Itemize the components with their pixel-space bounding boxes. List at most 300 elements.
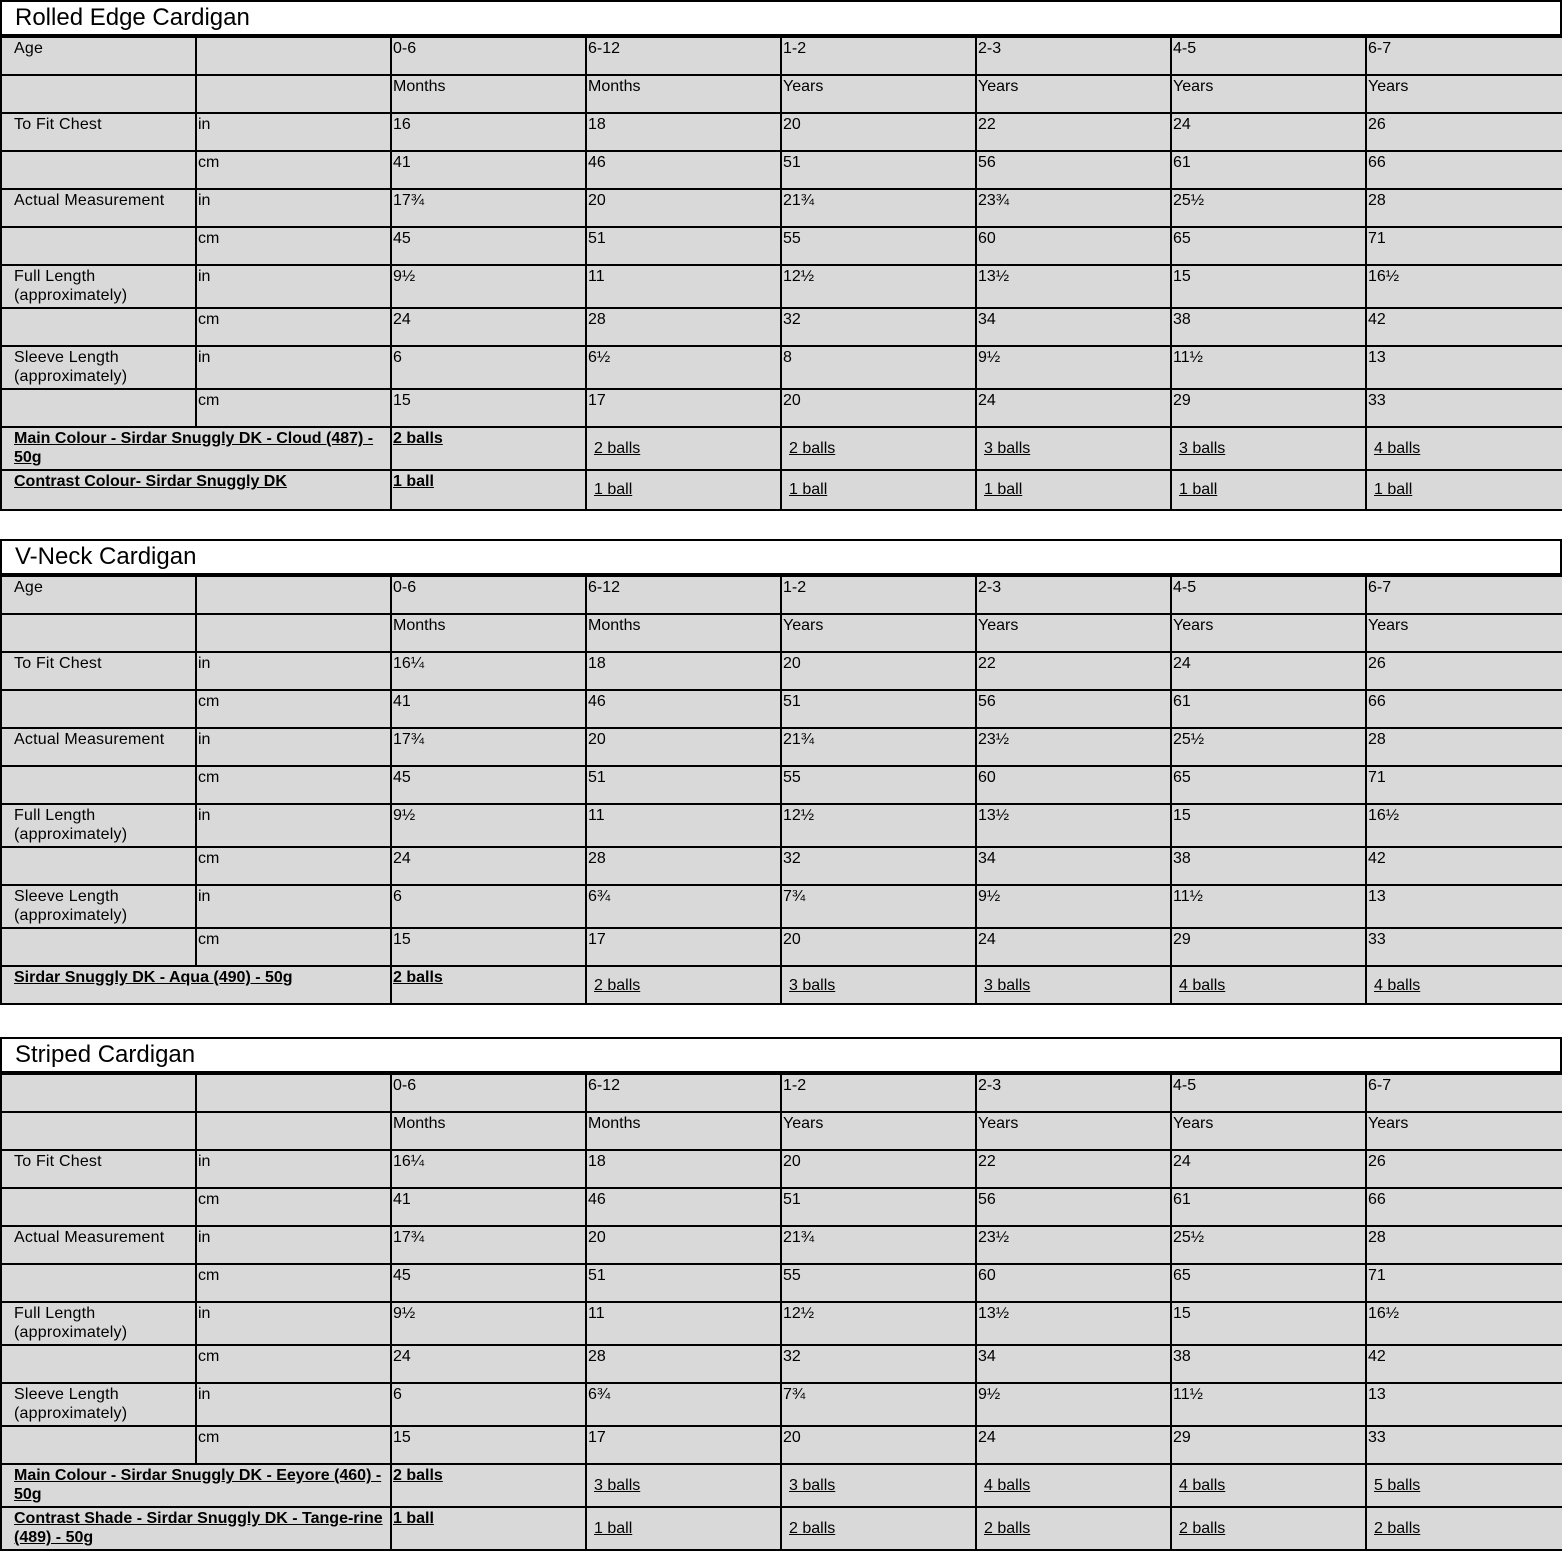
age-unit-cell: Months [586, 1112, 781, 1150]
value-cell: 12½ [781, 265, 976, 308]
value-cell: 66 [1366, 690, 1562, 728]
value-cell: 28 [586, 1345, 781, 1383]
value-cell: 11½ [1171, 885, 1366, 928]
age-unit-row [1, 1112, 1562, 1150]
value-cell: 38 [1171, 308, 1366, 346]
size-table [0, 36, 1562, 511]
value-cell: 45 [391, 1264, 586, 1302]
value-cell: 42 [1366, 847, 1562, 885]
value-cell: 42 [1366, 1345, 1562, 1383]
yarn-quantity-cell: 2 balls [391, 1464, 586, 1507]
row-label: Full Length (approximately) [1, 804, 196, 847]
value-cell: 34 [976, 847, 1171, 885]
value-cell: 16½ [1366, 1302, 1562, 1345]
row-label [1, 308, 196, 346]
value-cell: 24 [1171, 113, 1366, 151]
yarn-quantity-cell: 2 balls [1171, 1507, 1366, 1550]
measurement-row [1, 928, 1562, 966]
value-cell: 38 [1171, 847, 1366, 885]
value-cell: 65 [1171, 766, 1366, 804]
age-unit-cell: Months [391, 1112, 586, 1150]
value-cell: 61 [1171, 1188, 1366, 1226]
unit-cell: cm [196, 1188, 391, 1226]
value-cell: 46 [586, 690, 781, 728]
unit-cell: in [196, 1150, 391, 1188]
value-cell: 71 [1366, 1264, 1562, 1302]
value-cell: 24 [976, 389, 1171, 427]
value-cell: 15 [391, 389, 586, 427]
age-cell: 4-5 [1171, 37, 1366, 75]
row-label: Sleeve Length (approximately) [1, 346, 196, 389]
age-cell: 0-6 [391, 1074, 586, 1112]
yarn-row [1, 1464, 1562, 1507]
measurement-row [1, 1150, 1562, 1188]
row-label [1, 614, 196, 652]
value-cell: 20 [586, 189, 781, 227]
yarn-quantity-cell: 1 ball [586, 1507, 781, 1550]
age-unit-cell: Months [586, 614, 781, 652]
age-unit-cell: Years [1171, 614, 1366, 652]
row-label: To Fit Chest [1, 652, 196, 690]
value-cell: 16¼ [391, 652, 586, 690]
value-cell: 65 [1171, 1264, 1366, 1302]
value-cell: 41 [391, 690, 586, 728]
value-cell: 12½ [781, 804, 976, 847]
measurement-row [1, 189, 1562, 227]
value-cell: 51 [586, 766, 781, 804]
value-cell: 6¾ [586, 1383, 781, 1426]
value-cell: 15 [391, 1426, 586, 1464]
yarn-quantity-cell: 4 balls [1366, 966, 1562, 1004]
value-cell: 21¾ [781, 1226, 976, 1264]
value-cell: 22 [976, 652, 1171, 690]
measurement-row [1, 690, 1562, 728]
value-cell: 71 [1366, 227, 1562, 265]
age-unit-cell: Years [976, 75, 1171, 113]
row-label [1, 151, 196, 189]
value-cell: 45 [391, 766, 586, 804]
unit-cell [196, 576, 391, 614]
value-cell: 56 [976, 151, 1171, 189]
value-cell: 17 [586, 928, 781, 966]
unit-cell: cm [196, 690, 391, 728]
row-label [1, 928, 196, 966]
value-cell: 6 [391, 346, 586, 389]
value-cell: 28 [586, 308, 781, 346]
value-cell: 7¾ [781, 1383, 976, 1426]
measurement-row [1, 389, 1562, 427]
yarn-label: Contrast Colour- Sirdar Snuggly DK [1, 470, 391, 510]
value-cell: 24 [391, 308, 586, 346]
value-cell: 26 [1366, 1150, 1562, 1188]
age-unit-row [1, 75, 1562, 113]
yarn-quantity-cell: 1 ball [1171, 470, 1366, 510]
value-cell: 13 [1366, 346, 1562, 389]
unit-cell: cm [196, 766, 391, 804]
value-cell: 29 [1171, 928, 1366, 966]
age-cell: 6-12 [586, 576, 781, 614]
measurement-row [1, 346, 1562, 389]
value-cell: 9½ [391, 804, 586, 847]
value-cell: 17 [586, 389, 781, 427]
value-cell: 20 [781, 652, 976, 690]
age-unit-cell: Years [1171, 75, 1366, 113]
value-cell: 16½ [1366, 265, 1562, 308]
value-cell: 34 [976, 308, 1171, 346]
age-row [1, 576, 1562, 614]
age-cell: 2-3 [976, 576, 1171, 614]
age-cell: 6-7 [1366, 576, 1562, 614]
value-cell: 13½ [976, 1302, 1171, 1345]
age-row [1, 1074, 1562, 1112]
unit-cell: cm [196, 847, 391, 885]
unit-cell: cm [196, 389, 391, 427]
value-cell: 12½ [781, 1302, 976, 1345]
yarn-quantity-cell: 3 balls [976, 427, 1171, 470]
age-unit-cell: Months [391, 75, 586, 113]
unit-cell [196, 1074, 391, 1112]
cardigan-section [0, 539, 1562, 1005]
value-cell: 51 [781, 1188, 976, 1226]
age-unit-cell: Years [976, 1112, 1171, 1150]
value-cell: 33 [1366, 1426, 1562, 1464]
value-cell: 15 [1171, 804, 1366, 847]
measurement-row [1, 1345, 1562, 1383]
yarn-quantity-cell: 1 ball [781, 470, 976, 510]
unit-cell: cm [196, 227, 391, 265]
yarn-quantity-cell: 1 ball [586, 470, 781, 510]
yarn-quantity-cell: 5 balls [1366, 1464, 1562, 1507]
row-label: Full Length (approximately) [1, 265, 196, 308]
yarn-quantity-cell: 3 balls [781, 1464, 976, 1507]
cardigan-section [0, 0, 1562, 511]
yarn-row [1, 470, 1562, 510]
value-cell: 25½ [1171, 1226, 1366, 1264]
row-label: Actual Measurement [1, 728, 196, 766]
age-cell: 1-2 [781, 576, 976, 614]
value-cell: 11½ [1171, 346, 1366, 389]
yarn-label: Main Colour - Sirdar Snuggly DK - Eeyore (460) - 50g [1, 1464, 391, 1507]
value-cell: 26 [1366, 113, 1562, 151]
yarn-quantity-cell: 4 balls [1366, 427, 1562, 470]
unit-cell: in [196, 113, 391, 151]
row-label [1, 690, 196, 728]
value-cell: 25½ [1171, 189, 1366, 227]
value-cell: 17 [586, 1426, 781, 1464]
yarn-quantity-cell: 2 balls [391, 966, 586, 1004]
age-cell: 6-7 [1366, 1074, 1562, 1112]
measurement-row [1, 1188, 1562, 1226]
age-cell: 4-5 [1171, 576, 1366, 614]
section-title: V-Neck Cardigan [0, 539, 1562, 575]
row-label [1, 1188, 196, 1226]
unit-cell: in [196, 1383, 391, 1426]
unit-cell: in [196, 885, 391, 928]
yarn-quantity-cell: 2 balls [586, 966, 781, 1004]
age-unit-row [1, 614, 1562, 652]
row-label: Actual Measurement [1, 189, 196, 227]
value-cell: 20 [781, 1150, 976, 1188]
value-cell: 16½ [1366, 804, 1562, 847]
value-cell: 55 [781, 1264, 976, 1302]
value-cell: 32 [781, 308, 976, 346]
yarn-quantity-cell: 4 balls [1171, 966, 1366, 1004]
value-cell: 21¾ [781, 728, 976, 766]
yarn-row [1, 1507, 1562, 1550]
value-cell: 18 [586, 1150, 781, 1188]
value-cell: 7¾ [781, 885, 976, 928]
age-unit-cell: Years [1366, 614, 1562, 652]
yarn-quantity-cell: 1 ball [976, 470, 1171, 510]
yarn-row [1, 427, 1562, 470]
value-cell: 6¾ [586, 885, 781, 928]
unit-cell: in [196, 1302, 391, 1345]
age-cell: 1-2 [781, 37, 976, 75]
unit-cell: in [196, 346, 391, 389]
value-cell: 29 [1171, 1426, 1366, 1464]
age-cell: 0-6 [391, 37, 586, 75]
value-cell: 71 [1366, 766, 1562, 804]
yarn-label: Main Colour - Sirdar Snuggly DK - Cloud (487) - 50g [1, 427, 391, 470]
row-label [1, 227, 196, 265]
unit-cell [196, 75, 391, 113]
value-cell: 20 [781, 389, 976, 427]
value-cell: 32 [781, 1345, 976, 1383]
age-cell: 6-12 [586, 37, 781, 75]
value-cell: 45 [391, 227, 586, 265]
value-cell: 51 [586, 227, 781, 265]
value-cell: 24 [976, 928, 1171, 966]
value-cell: 22 [976, 1150, 1171, 1188]
value-cell: 33 [1366, 928, 1562, 966]
measurement-row [1, 227, 1562, 265]
row-label [1, 75, 196, 113]
value-cell: 24 [391, 1345, 586, 1383]
value-cell: 46 [586, 1188, 781, 1226]
value-cell: 17¾ [391, 1226, 586, 1264]
value-cell: 9½ [976, 346, 1171, 389]
yarn-quantity-cell: 3 balls [586, 1464, 781, 1507]
value-cell: 51 [781, 151, 976, 189]
value-cell: 13½ [976, 804, 1171, 847]
age-unit-cell: Years [781, 614, 976, 652]
row-label [1, 1112, 196, 1150]
age-unit-cell: Years [781, 75, 976, 113]
yarn-quantity-cell: 2 balls [976, 1507, 1171, 1550]
value-cell: 24 [1171, 1150, 1366, 1188]
row-label: Full Length (approximately) [1, 1302, 196, 1345]
measurement-row [1, 728, 1562, 766]
value-cell: 23½ [976, 1226, 1171, 1264]
yarn-quantity-cell: 2 balls [781, 1507, 976, 1550]
measurement-row [1, 847, 1562, 885]
value-cell: 20 [781, 113, 976, 151]
row-label [1, 1345, 196, 1383]
measurement-row [1, 151, 1562, 189]
row-label: Age [1, 37, 196, 75]
value-cell: 61 [1171, 151, 1366, 189]
measurement-row [1, 308, 1562, 346]
value-cell: 16 [391, 113, 586, 151]
yarn-label: Contrast Shade - Sirdar Snuggly DK - Tange-rine (489) - 50g [1, 1507, 391, 1550]
unit-cell: in [196, 1226, 391, 1264]
age-cell: 2-3 [976, 37, 1171, 75]
value-cell: 22 [976, 113, 1171, 151]
value-cell: 11 [586, 1302, 781, 1345]
value-cell: 6 [391, 1383, 586, 1426]
value-cell: 56 [976, 1188, 1171, 1226]
value-cell: 51 [586, 1264, 781, 1302]
value-cell: 41 [391, 151, 586, 189]
value-cell: 20 [781, 1426, 976, 1464]
unit-cell [196, 1112, 391, 1150]
value-cell: 15 [1171, 265, 1366, 308]
value-cell: 25½ [1171, 728, 1366, 766]
age-unit-cell: Years [1171, 1112, 1366, 1150]
value-cell: 18 [586, 652, 781, 690]
value-cell: 20 [586, 728, 781, 766]
value-cell: 42 [1366, 308, 1562, 346]
age-cell: 1-2 [781, 1074, 976, 1112]
value-cell: 65 [1171, 227, 1366, 265]
value-cell: 28 [1366, 189, 1562, 227]
yarn-quantity-cell: 4 balls [976, 1464, 1171, 1507]
age-unit-cell: Months [586, 75, 781, 113]
unit-cell [196, 37, 391, 75]
value-cell: 15 [391, 928, 586, 966]
unit-cell: in [196, 804, 391, 847]
yarn-label: Sirdar Snuggly DK - Aqua (490) - 50g [1, 966, 391, 1004]
value-cell: 32 [781, 847, 976, 885]
value-cell: 11 [586, 804, 781, 847]
row-label: Age [1, 576, 196, 614]
unit-cell: in [196, 265, 391, 308]
value-cell: 60 [976, 766, 1171, 804]
measurement-row [1, 885, 1562, 928]
value-cell: 23¾ [976, 189, 1171, 227]
value-cell: 28 [1366, 728, 1562, 766]
size-table [0, 1073, 1562, 1551]
row-label: To Fit Chest [1, 1150, 196, 1188]
value-cell: 60 [976, 227, 1171, 265]
value-cell: 24 [1171, 652, 1366, 690]
yarn-quantity-cell: 1 ball [1366, 470, 1562, 510]
unit-cell: cm [196, 308, 391, 346]
age-unit-cell: Years [1366, 1112, 1562, 1150]
measurement-row [1, 804, 1562, 847]
age-unit-cell: Years [1366, 75, 1562, 113]
value-cell: 38 [1171, 1345, 1366, 1383]
value-cell: 29 [1171, 389, 1366, 427]
yarn-quantity-cell: 2 balls [586, 427, 781, 470]
row-label [1, 1426, 196, 1464]
unit-cell: cm [196, 1345, 391, 1383]
row-label: To Fit Chest [1, 113, 196, 151]
value-cell: 11½ [1171, 1383, 1366, 1426]
row-label [1, 1074, 196, 1112]
value-cell: 20 [586, 1226, 781, 1264]
row-label: Sleeve Length (approximately) [1, 1383, 196, 1426]
value-cell: 55 [781, 766, 976, 804]
yarn-row [1, 966, 1562, 1004]
measurement-row [1, 1426, 1562, 1464]
size-table [0, 575, 1562, 1005]
value-cell: 34 [976, 1345, 1171, 1383]
value-cell: 8 [781, 346, 976, 389]
unit-cell: in [196, 189, 391, 227]
section-title: Rolled Edge Cardigan [0, 0, 1562, 36]
age-cell: 4-5 [1171, 1074, 1366, 1112]
yarn-quantity-cell: 2 balls [781, 427, 976, 470]
value-cell: 15 [1171, 1302, 1366, 1345]
value-cell: 16¼ [391, 1150, 586, 1188]
value-cell: 9½ [976, 885, 1171, 928]
value-cell: 46 [586, 151, 781, 189]
measurement-row [1, 766, 1562, 804]
unit-cell: cm [196, 1264, 391, 1302]
value-cell: 21¾ [781, 189, 976, 227]
measurement-row [1, 1383, 1562, 1426]
value-cell: 66 [1366, 1188, 1562, 1226]
value-cell: 6½ [586, 346, 781, 389]
value-cell: 61 [1171, 690, 1366, 728]
unit-cell: in [196, 728, 391, 766]
value-cell: 23½ [976, 728, 1171, 766]
yarn-quantity-cell: 2 balls [391, 427, 586, 470]
unit-cell: in [196, 652, 391, 690]
measurement-row [1, 1264, 1562, 1302]
value-cell: 9½ [976, 1383, 1171, 1426]
measurement-row [1, 113, 1562, 151]
yarn-quantity-cell: 4 balls [1171, 1464, 1366, 1507]
value-cell: 28 [586, 847, 781, 885]
value-cell: 51 [781, 690, 976, 728]
row-label [1, 1264, 196, 1302]
age-cell: 6-12 [586, 1074, 781, 1112]
value-cell: 6 [391, 885, 586, 928]
value-cell: 18 [586, 113, 781, 151]
value-cell: 13 [1366, 1383, 1562, 1426]
yarn-quantity-cell: 3 balls [976, 966, 1171, 1004]
value-cell: 17¾ [391, 728, 586, 766]
value-cell: 66 [1366, 151, 1562, 189]
value-cell: 9½ [391, 1302, 586, 1345]
value-cell: 13½ [976, 265, 1171, 308]
unit-cell: cm [196, 928, 391, 966]
value-cell: 24 [976, 1426, 1171, 1464]
value-cell: 60 [976, 1264, 1171, 1302]
value-cell: 33 [1366, 389, 1562, 427]
cardigan-section [0, 1037, 1562, 1551]
age-cell: 0-6 [391, 576, 586, 614]
measurement-row [1, 652, 1562, 690]
age-unit-cell: Months [391, 614, 586, 652]
value-cell: 13 [1366, 885, 1562, 928]
value-cell: 28 [1366, 1226, 1562, 1264]
value-cell: 11 [586, 265, 781, 308]
value-cell: 55 [781, 227, 976, 265]
value-cell: 41 [391, 1188, 586, 1226]
value-cell: 17¾ [391, 189, 586, 227]
measurement-row [1, 1302, 1562, 1345]
yarn-quantity-cell: 1 ball [391, 470, 586, 510]
row-label [1, 847, 196, 885]
age-row [1, 37, 1562, 75]
row-label: Actual Measurement [1, 1226, 196, 1264]
unit-cell [196, 614, 391, 652]
measurement-row [1, 265, 1562, 308]
row-label: Sleeve Length (approximately) [1, 885, 196, 928]
